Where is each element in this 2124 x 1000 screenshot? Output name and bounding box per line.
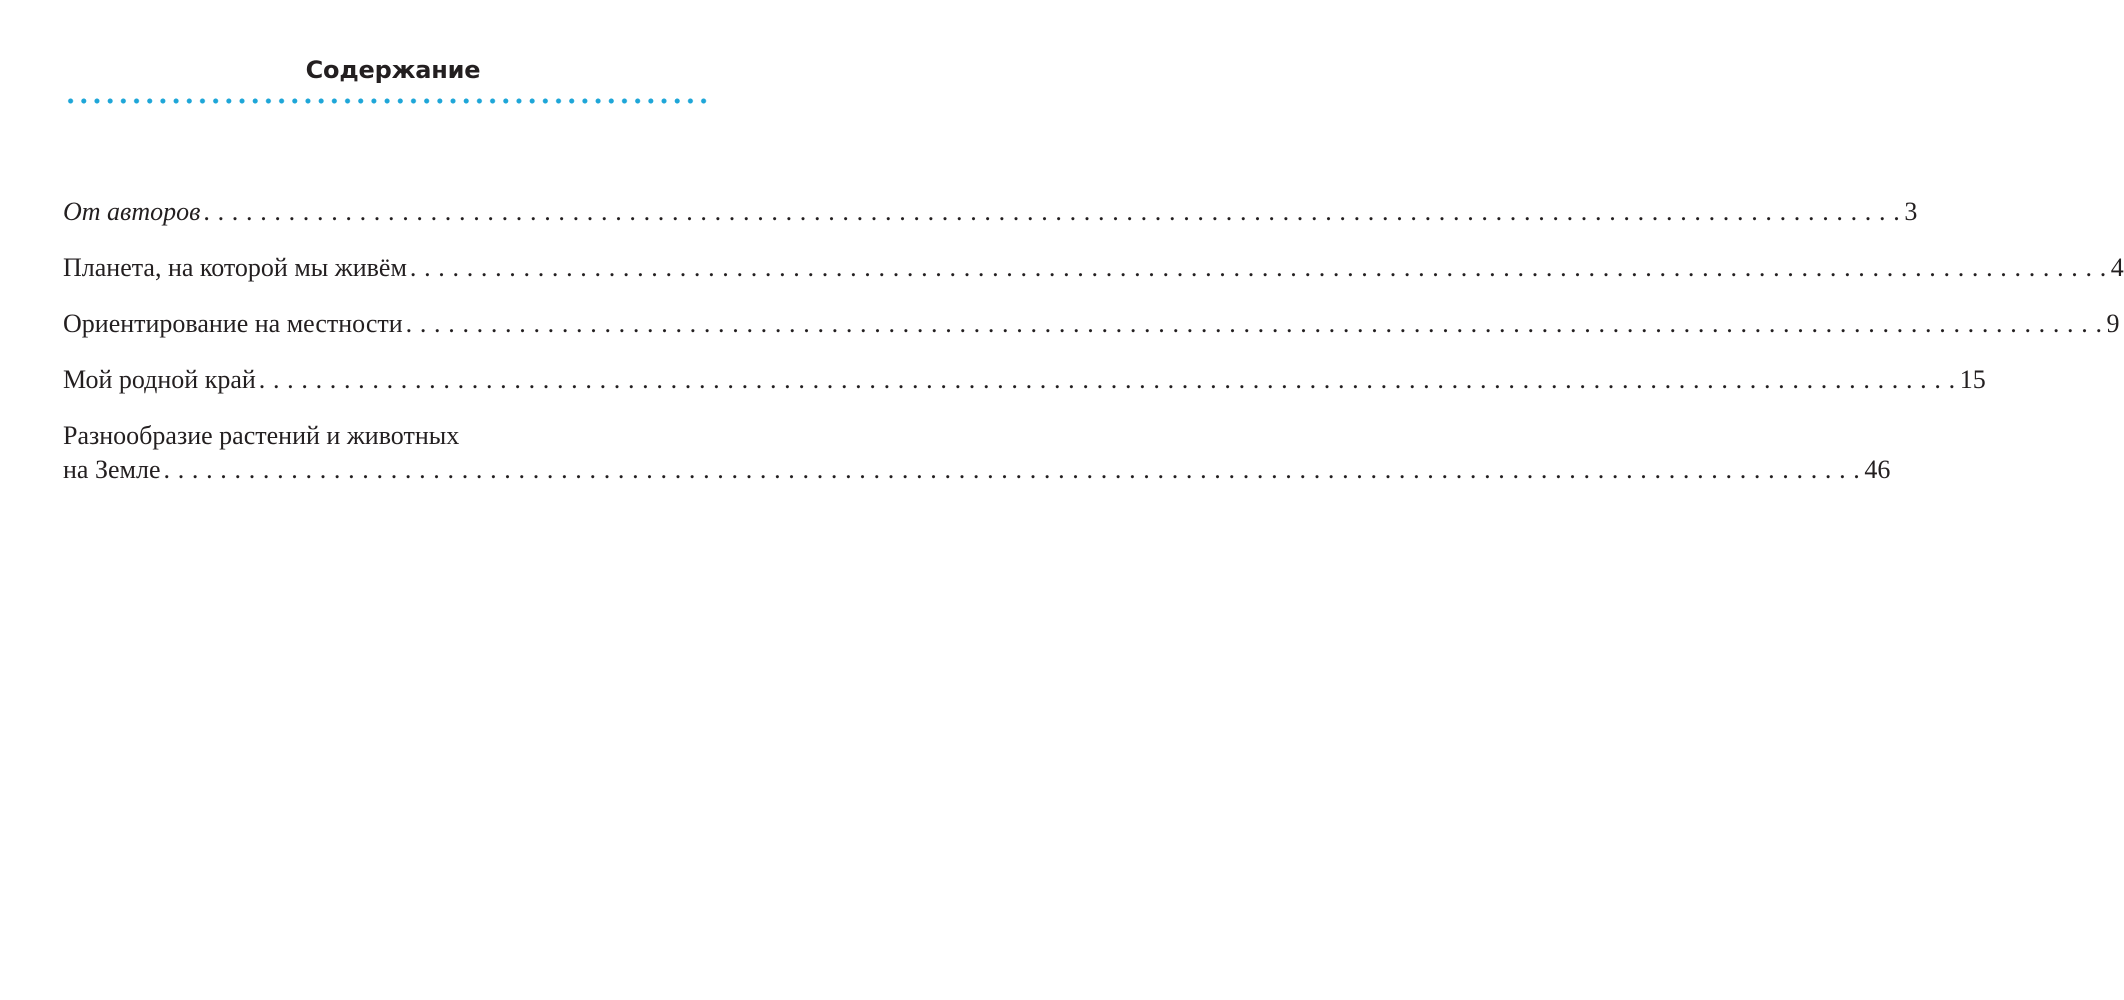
toc-entry-title-line2: на Земле xyxy=(63,455,161,484)
dot-leader: . . . . . . . . . . . . . . . . . . . . . . . . . . . . . . . . . . . . . . . . . . . . . . . . . . . . . . . . . . . . . . . . . . . . . . . . . . . . . . . . . . . . . . . . . . . . . . . . . . . . . . . . . . . . . . . . . . . . . . . . xyxy=(163,455,1861,484)
dot-leader: . . . . . . . . . . . . . . . . . . . . . . . . . . . . . . . . . . . . . . . . . . . . . . . . . . . . . . . . . . . . . . . . . . . . . . . . . . . . . . . . . . . . . . . . . . . . . . . . . . . . . . . . . . . . . . . . . . . . . . . . xyxy=(258,365,1956,394)
dotted-divider xyxy=(64,98,709,104)
dot-leader: . . . . . . . . . . . . . . . . . . . . . . . . . . . . . . . . . . . . . . . . . . . . . . . . . . . . . . . . . . . . . . . . . . . . . . . . . . . . . . . . . . . . . . . . . . . . . . . . . . . . . . . . . . . . . . . . . . . . . . . . xyxy=(203,197,1901,226)
toc-page-number: 9 xyxy=(2106,309,2120,338)
toc-entry-title: Ориентирование на местности xyxy=(63,309,403,338)
page-title: Содержание xyxy=(305,56,481,84)
toc-page-number: 15 xyxy=(1959,365,1986,394)
toc-entry-planet[interactable] xyxy=(63,252,2124,284)
toc-entry-orientation[interactable] xyxy=(63,308,2120,340)
toc-page-number: 3 xyxy=(1904,197,1918,226)
toc-entry-diversity[interactable] xyxy=(63,420,1891,486)
dot-leader: . . . . . . . . . . . . . . . . . . . . . . . . . . . . . . . . . . . . . . . . . . . . . . . . . . . . . . . . . . . . . . . . . . . . . . . . . . . . . . . . . . . . . . . . . . . . . . . . . . . . . . . . . . . . . . . . . . . . . . . . xyxy=(405,309,2103,338)
toc-entry-title-line1: Разнообразие растений и животных xyxy=(63,421,460,450)
toc-page-number: 4 xyxy=(2110,253,2124,282)
dot-leader: . . . . . . . . . . . . . . . . . . . . . . . . . . . . . . . . . . . . . . . . . . . . . . . . . . . . . . . . . . . . . . . . . . . . . . . . . . . . . . . . . . . . . . . . . . . . . . . . . . . . . . . . . . . . . . . . . . . . . . . . xyxy=(409,253,2107,282)
toc-entry-title: Планета, на которой мы живём xyxy=(63,253,407,282)
toc-entry-title: Мой родной край xyxy=(63,365,256,394)
toc-page-number: 46 xyxy=(1864,455,1891,484)
toc-entry-native-land[interactable] xyxy=(63,364,1986,396)
table-of-contents xyxy=(63,196,2124,510)
toc-entry-from-authors[interactable] xyxy=(63,196,1918,228)
toc-entry-title: От авторов xyxy=(63,197,201,226)
